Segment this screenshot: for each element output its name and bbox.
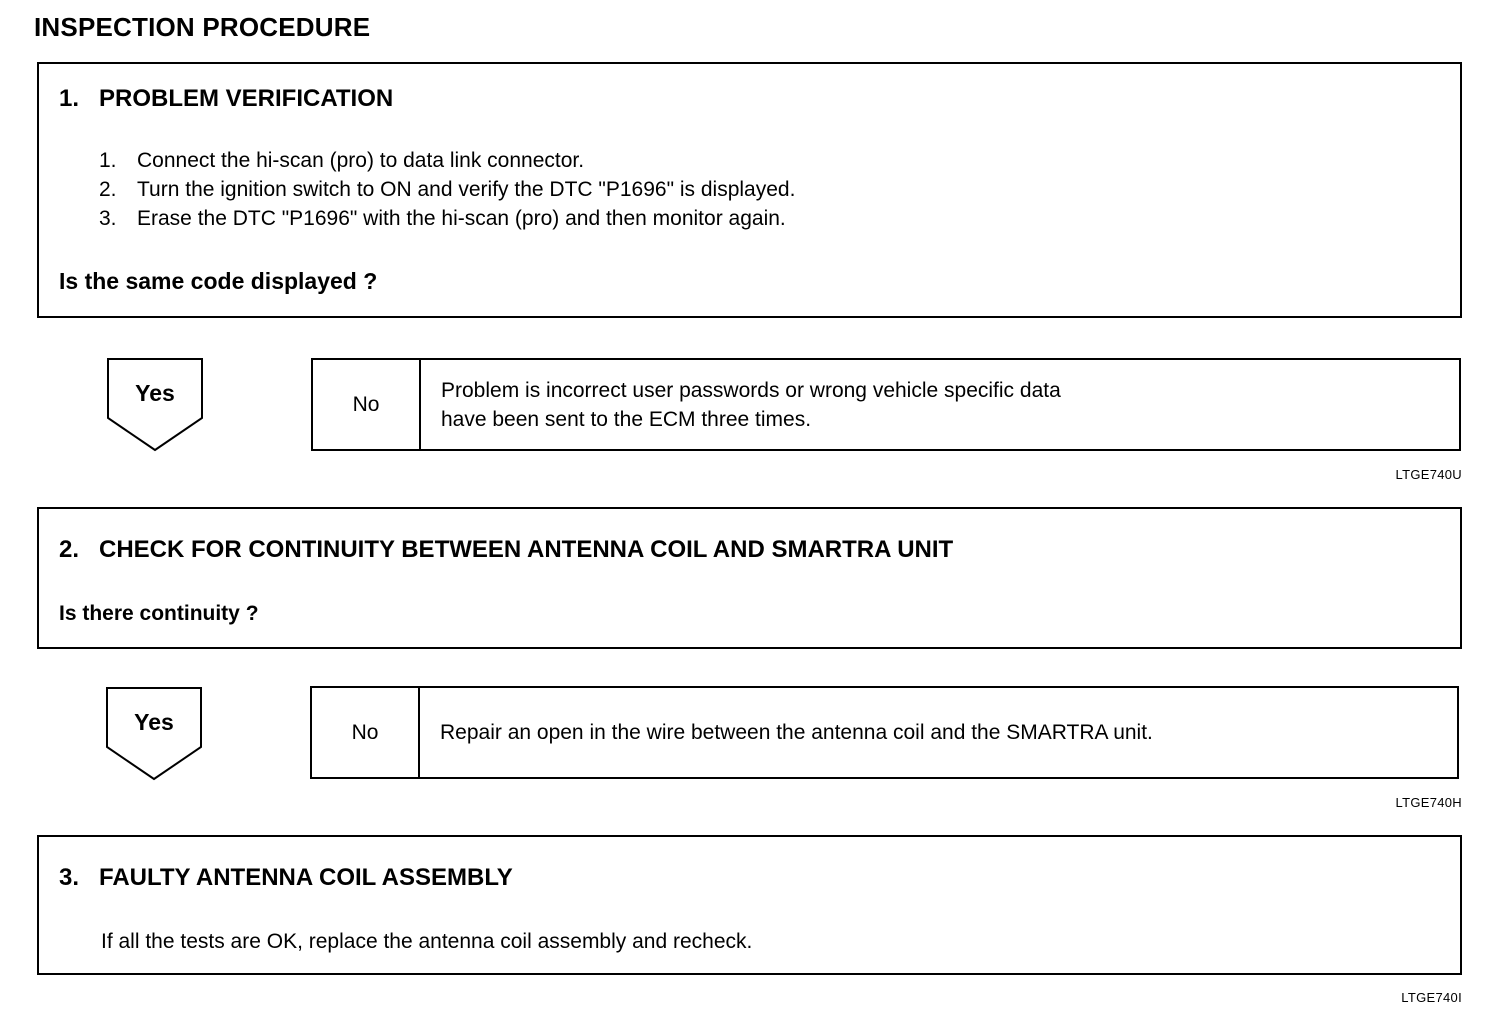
list-item-index: 3. — [99, 207, 117, 230]
step-3-text: If all the tests are OK, replace the antenna coil assembly and recheck. — [101, 930, 753, 953]
step-2-no-box — [310, 686, 1459, 779]
step-2-box — [37, 507, 1462, 649]
step-2-no-label: No — [312, 688, 420, 777]
step-2-yes-arrow — [106, 687, 202, 781]
step-1-number: 1. — [59, 85, 80, 112]
step-2-no-action-line-1: Repair an open in the wire between the antenna coil and the SMARTRA unit. — [440, 721, 1153, 744]
step-1-no-action-line-1: Problem is incorrect user passwords or wrong vehicle specific data — [441, 378, 1061, 402]
step-2-title-text: CHECK FOR CONTINUITY BETWEEN ANTENNA COIL AND SMARTRA UNIT — [99, 536, 954, 563]
page-title: INSPECTION PROCEDURE — [34, 12, 371, 42]
list-item-text: Connect the hi-scan (pro) to data link connector. — [137, 149, 585, 172]
list-item-text: Turn the ignition switch to ON and verify the DTC "P1696" is displayed. — [137, 178, 796, 201]
step-1-instructions — [99, 146, 795, 233]
list-item — [99, 175, 795, 204]
step-3-title-text: FAULTY ANTENNA COIL ASSEMBLY — [99, 864, 513, 891]
step-1-yes-arrow — [107, 358, 203, 452]
step-2-number: 2. — [59, 536, 80, 563]
step-2-no-action — [420, 688, 1457, 777]
step-1-no-label: No — [313, 360, 421, 449]
step-1-box — [37, 62, 1462, 318]
step-3-title — [59, 864, 513, 892]
list-item — [99, 146, 795, 175]
step-1-no-action-line-2: have been sent to the ECM three times. — [441, 407, 812, 431]
list-item — [99, 204, 795, 233]
step-3-number: 3. — [59, 864, 80, 891]
step-2-yes-label: Yes — [134, 709, 174, 735]
step-1-title — [59, 85, 393, 113]
list-item-index: 2. — [99, 178, 117, 201]
step-1-yes-label: Yes — [135, 380, 175, 406]
step-2-title — [59, 536, 953, 564]
list-item-index: 1. — [99, 149, 117, 172]
step-1-figure-code: LTGE740U — [1395, 467, 1462, 482]
step-3-box — [37, 835, 1462, 975]
list-item-text: Erase the DTC "P1696" with the hi-scan (pro) and then monitor again. — [137, 207, 786, 230]
step-1-no-box — [311, 358, 1461, 451]
step-1-no-action — [421, 360, 1459, 449]
step-1-question: Is the same code displayed ? — [59, 268, 378, 294]
step-2-figure-code: LTGE740H — [1395, 795, 1462, 810]
step-2-question: Is there continuity ? — [59, 602, 259, 625]
step-1-title-text: PROBLEM VERIFICATION — [99, 85, 394, 112]
step-3-figure-code: LTGE740I — [1401, 990, 1462, 1005]
